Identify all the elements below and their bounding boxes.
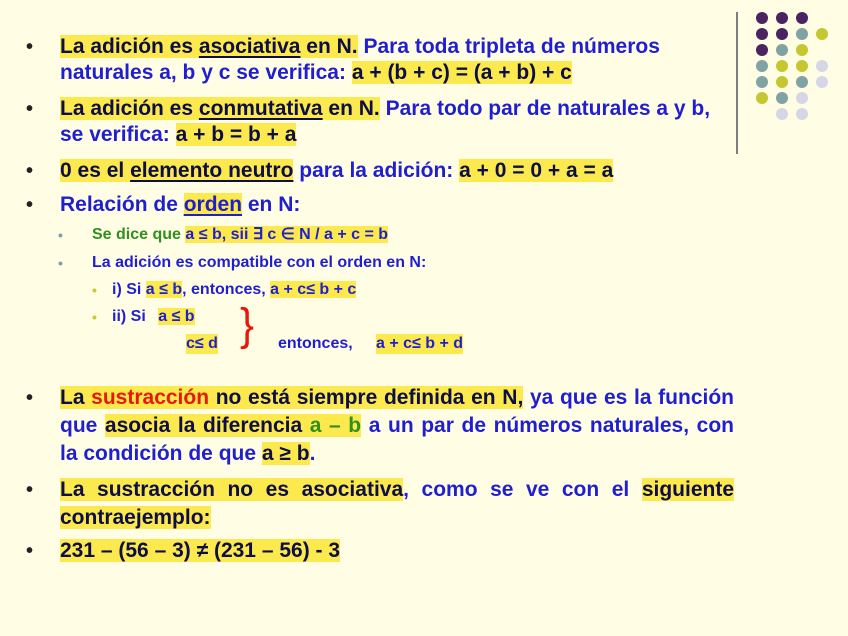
decorative-dot [756, 12, 768, 24]
bullet-relacion-orden: • Relación de orden en N: [34, 192, 734, 218]
sub-sub-bullet-ii: • ii) Si a ≤ b [92, 307, 195, 327]
decorative-dot [816, 76, 828, 88]
bullet-conmutativa: • La adición es conmutativa en N. Para todo par de naturales a y b, se verifica: a + b = b + a [34, 96, 734, 148]
decorative-dot [796, 76, 808, 88]
entonces-label: entonces, [278, 335, 353, 352]
condition-c-le-d: c≤ d [186, 335, 218, 352]
sub-sub-bullet-i: • i) Si a ≤ b, entonces, a + c≤ b + c [92, 280, 356, 300]
right-brace: } [240, 299, 255, 350]
decorative-dot [796, 60, 808, 72]
decorative-dot [816, 28, 828, 40]
decorative-dot [756, 60, 768, 72]
bullet-no-asociativa: • La sustracción no es asociativa, como se ve con el siguiente contraejemplo: [34, 476, 734, 532]
sub-bullet-compatible: • La adición es compatible con el orden en N: [62, 253, 426, 273]
bullet-contraejemplo: • 231 – (56 – 3) ≠ (231 – 56) - 3 [34, 538, 734, 564]
bullet-elemento-neutro: • 0 es el elemento neutro para la adición: a + 0 = 0 + a = a [34, 158, 734, 184]
decorative-dot [776, 92, 788, 104]
decorative-dot [796, 12, 808, 24]
decorative-dot [756, 28, 768, 40]
decorative-dot [796, 44, 808, 56]
decorative-dot [776, 44, 788, 56]
decorative-dot [796, 108, 808, 120]
decorative-dot [756, 44, 768, 56]
decorative-dot [756, 92, 768, 104]
decorative-dot [796, 92, 808, 104]
decorative-dot [816, 60, 828, 72]
bullet-asociativa: • La adición es asociativa en N. Para toda tripleta de números naturales a, b y c se verifica: a + (b + c) = (a + b) + c [34, 34, 734, 86]
vertical-divider [736, 12, 738, 154]
decorative-dot [796, 28, 808, 40]
decorative-dot [776, 12, 788, 24]
decorative-dot [776, 28, 788, 40]
decorative-dot [756, 76, 768, 88]
bullet-sustraccion: • La sustracción no está siempre definida en N, ya que es la función que asocia la diferencia a – b a un par de números naturales, con la condición de que a ≥ b. [34, 384, 734, 468]
decorative-dot [776, 76, 788, 88]
decorative-dot [776, 108, 788, 120]
sub-bullet-orden-definicion: • Se dice que a ≤ b, sii ∃ c ∈ N / a + c = b [62, 225, 388, 245]
formula-a-c-le-b-d: a + c≤ b + d [376, 335, 464, 352]
decorative-dot [776, 60, 788, 72]
